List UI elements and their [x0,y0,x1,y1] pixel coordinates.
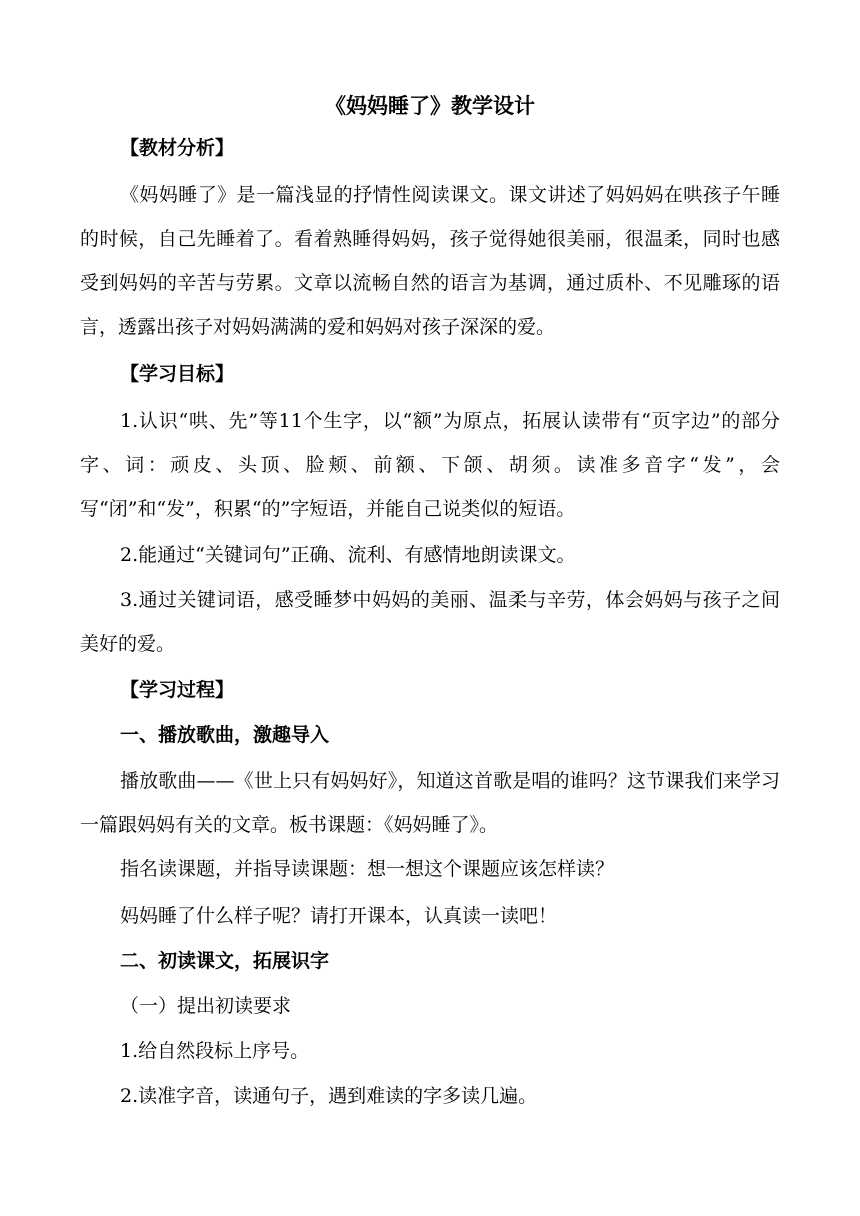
step-1-paragraph-3: 妈妈睡了什么样子呢？请打开课本，认真读一读吧！ [120,905,558,927]
section-heading-learning-goals: 【学习目标】 [120,363,235,385]
paragraph-text: 1.认识“哄、先”等11个生字，以“额”为原点，拓展认读带有“页字边”的部分字、词：顽皮、头顶、脸颊、前额、下颌、胡须。读准多音字“发”，会写“闭”和“发”，积累“的”字短语，并能自己说类似的短语。 [80,410,780,520]
learning-goal-3 [80,578,780,666]
step-2-heading: 二、初读课文，拓展识字 [120,950,330,972]
document-title: 《妈妈睡了》教学设计 [325,93,535,118]
step-1-paragraph-1 [80,759,780,847]
paragraph-text: 《妈妈睡了》是一篇浅显的抒情性阅读课文。课文讲述了妈妈妈在哄孩子午睡的时候，自己先睡着了。看着熟睡得妈妈，孩子觉得她很美丽，很温柔，同时也感受到妈妈的辛苦与劳累。文章以流畅自然的语言为基调，通过质朴、不见雕琢的语言，透露出孩子对妈妈满满的爱和妈妈对孩子深深的爱。 [80,184,780,338]
step-2-item-2: 2.读准字音，读通句子，遇到难读的字多读几遍。 [120,1085,538,1107]
step-1-paragraph-2: 指名读课题，并指导读课题：想一想这个课题应该怎样读？ [120,858,615,880]
step-2-item-1: 1.给自然段标上序号。 [120,1040,310,1062]
learning-goal-2 [80,533,780,577]
step-1-heading: 一、播放歌曲，激趣导入 [120,724,330,746]
step-2-subheading: （一）提出初读要求 [120,995,292,1017]
paragraph-text: 播放歌曲——《世上只有妈妈好》，知道这首歌是唱的谁吗？这节课我们来学习一篇跟妈妈有关的文章。板书课题：《妈妈睡了》。 [80,770,780,836]
learning-goal-1 [80,399,780,531]
paragraph-text: 2.能通过“关键词句”正确、流利、有感情地朗读课文。 [120,544,576,566]
material-analysis-paragraph [80,173,780,349]
section-heading-material-analysis: 【教材分析】 [120,137,235,159]
section-heading-learning-process: 【学习过程】 [120,679,235,701]
paragraph-text: 3.通过关键词语，感受睡梦中妈妈的美丽、温柔与辛劳，体会妈妈与孩子之间美好的爱。 [80,589,780,655]
